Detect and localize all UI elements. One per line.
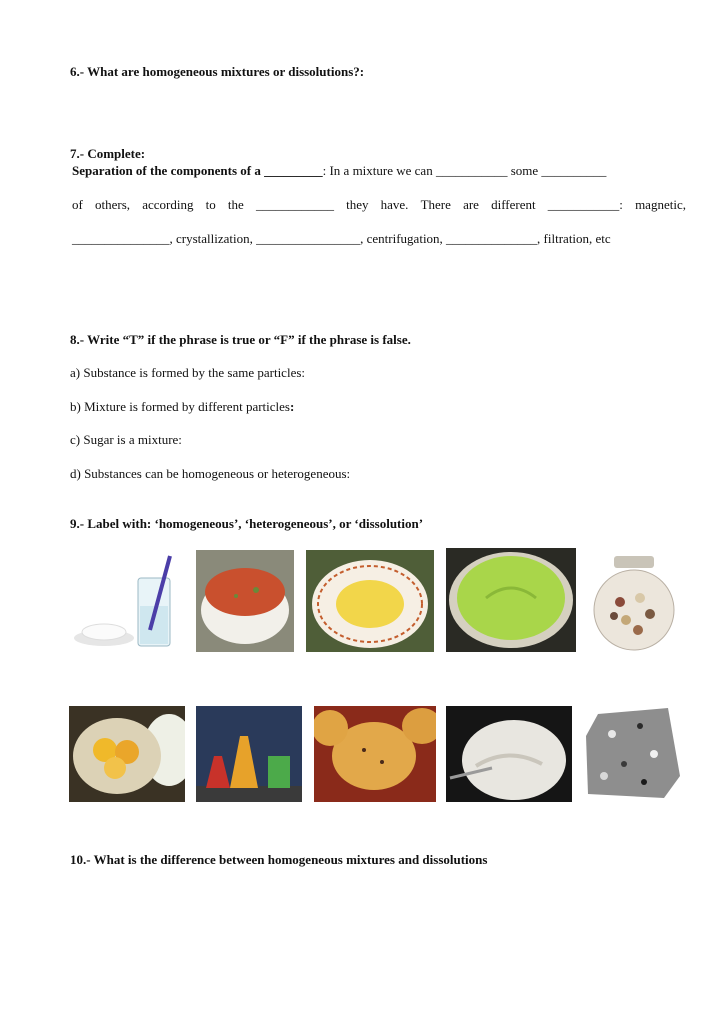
bean-jar-image — [590, 552, 678, 652]
q7-word: magnetic, — [635, 197, 686, 212]
q7-word: to — [205, 197, 216, 212]
question-8-item-b — [70, 399, 294, 415]
question-10-heading: 10.- What is the difference between homogeneous mixtures and dissolutions — [70, 852, 488, 867]
q7-word: are — [463, 197, 479, 212]
q7-word: have. — [380, 197, 409, 212]
question-8-item-d: d) Substances can be homogeneous or heterogeneous: — [70, 466, 351, 481]
question-7-line-3: _______________, crystallization, ________________, centrifugation, ______________, filtration, etc — [72, 231, 611, 246]
q7-word: the — [227, 197, 244, 212]
q7-word: they — [346, 197, 369, 212]
sugar-water-image — [70, 548, 180, 652]
q7-bold-blank: _________ — [264, 163, 323, 178]
q7-word: others, — [95, 197, 131, 212]
q7-word: There — [420, 197, 451, 212]
white-mixture-image — [446, 706, 572, 802]
q7-bold-text: Separation of the components of a — [72, 163, 265, 178]
question-8-heading: 8.- Write “T” if the phrase is true or “F” if the phrase is false. — [70, 332, 411, 347]
question-6: 6.- What are homogeneous mixtures or dissolutions?: — [70, 64, 365, 79]
q7-word: different — [491, 197, 536, 212]
q7-word: according — [142, 197, 194, 212]
q7-blank: ____________ — [255, 197, 334, 212]
q7-line-1-rest: : In a mixture we can ___________ some __________ — [322, 163, 607, 178]
green-paste-image — [446, 548, 576, 652]
q7-blank: ___________: — [547, 197, 623, 212]
egg-bowl-image — [306, 550, 434, 652]
q7-word: of — [72, 197, 83, 212]
q8-b-text: b) Mixture is formed by different particles — [70, 399, 290, 414]
question-7-heading: 7.- Complete: — [70, 146, 146, 161]
question-9-heading: 9.- Label with: ‘homogeneous’, ‘heterogeneous’, or ‘dissolution’ — [70, 516, 424, 531]
question-7-line-1 — [72, 163, 606, 179]
granite-rock-image — [584, 706, 682, 802]
peaches-image — [69, 706, 185, 802]
scones-image — [314, 706, 436, 802]
question-8-item-c: c) Sugar is a mixture: — [70, 432, 182, 447]
tomato-soup-image — [196, 550, 294, 652]
question-7-line-2 — [72, 197, 686, 213]
q8-b-colon: : — [289, 399, 295, 414]
lab-flasks-image — [196, 706, 302, 802]
question-8-item-a: a) Substance is formed by the same particles: — [70, 365, 306, 380]
